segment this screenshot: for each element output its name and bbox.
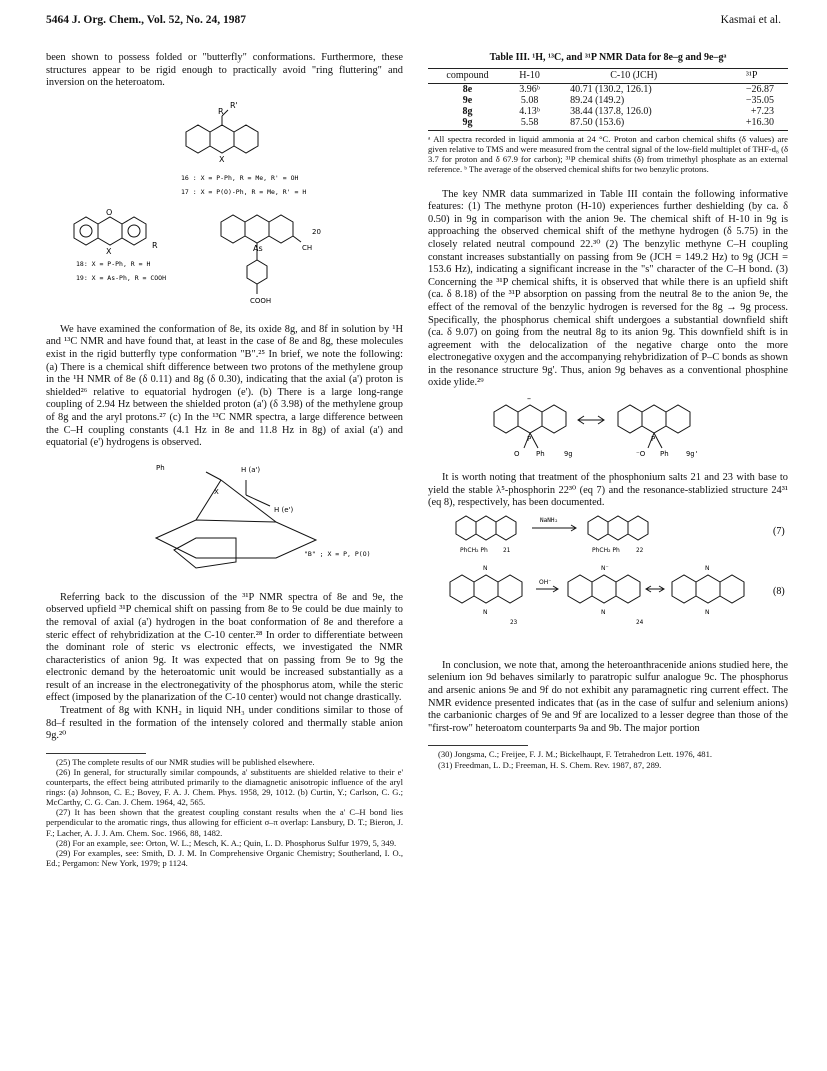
cell: −26.87 xyxy=(745,84,774,96)
footnote-26: (26) In general, for structurally similar compounds, a' substituents are shielded relative to their e' counterparts, the effect being attributed primarily to the diamagnetic anisotropic influence of the aryl rings: (a) Johnson, C. E.; Bovey, F. A. J. Chem. Phys. 1958, 29, 1012. (b) Curtin, Y.; Carlson, C. G.; McCarthy, C. G. Can. J. Chem. 1964, 42, 565. xyxy=(46,766,403,808)
cell: 5.08 xyxy=(520,95,539,107)
svg-text:⁻O: ⁻O xyxy=(636,450,646,459)
header-h10: H-10 xyxy=(507,68,552,84)
header-c10: C-10 (JCH) xyxy=(552,68,715,84)
svg-text:As: As xyxy=(253,243,263,253)
cell: 4.13ᵇ xyxy=(519,106,540,118)
key-nmr-paragraph: The key NMR data summarized in Table III contain the following informative features: (1) The methyne proton (H-10) experiences further deshielding (by ca. δ 0.50) in 9g in comparison with the anion 9e. The chemical shift of H-10 in 9g is approaching the observed chemical shift of the methyne hydrogen (δ 5.75) in the closely related neutral compound 22.³⁰ (2) The benzylic methyne C–H coupling constant increases substantially on passing from 9e (JCH = 149.2 Hz) to 9g (JCH = 153.6 Hz), indicating a significant increase in the "s" character of the C–H bond. (3) Concerning the ³¹P chemical shifts, it is observed that while there is an upfield shift (ca. δ 8.18) of the ³¹P absorption on passing from the neutral 8e to the anion 9e, the effect of the removal of the benzylic hydrogen is reversed for the 8g → 9g process. Specifically, the phosphorus chemical shift undergoes a substantial downfield shift (ca. δ 9.07) on going from the neutral 8g to its anion 9g. This downfield shift is in agreement with the delocalization of the negative charge onto the more electronegative oxygen and the accompanying rehybridization of P–C bonds as shown in the resonance structure 9g'. Thus, anion 9g behaves as a conventional phosphine oxide ylide.²⁹ xyxy=(428,188,788,389)
table-row xyxy=(428,117,788,128)
svg-text:X: X xyxy=(219,154,225,164)
footnote-30: (30) Jongsma, C.; Freijee, F. J. M.; Bickelhaupt, F. Tetrahedron Lett. 1976, 481. xyxy=(438,749,713,760)
header-compound: compound xyxy=(428,68,507,84)
svg-text:O: O xyxy=(514,450,520,459)
cell: 40.71 (130.2, 126.1) xyxy=(570,84,652,96)
cell: 8g xyxy=(462,106,473,118)
authors-head: Kasmai et al. xyxy=(720,14,781,26)
footnote-29: (29) For examples, see: Smith, D. J. M. In Comprehensive Organic Chemistry; Southerland, I. O., Ed.; Pergamon: New York, 1979; p 1124. xyxy=(46,847,403,868)
conclusion-paragraph: In conclusion, we note that, among the heteroanthracenide anions studied here, the selenium ion 9d behaves similarly to paratropic sulfur analogue 9c. The phosphorus and arsenic anions 9e and 9f do not exhibit any paramagnetic ring current effect. The NMR evidence presented indicates that (as in the case of sulfur and selenium anions) the carbanionic charges of 9e and 9f are localized to a lesser degree than those of the "first-row" heteroatom counterparts 9a and 9b. The major portion xyxy=(428,659,788,734)
table-header-row xyxy=(428,68,788,84)
label-16: 16 : X = P-Ph, R = Me, R' = OH xyxy=(181,173,299,182)
table-footnote: ᵃ All spectra recorded in liquid ammonia at 24 °C. Proton and carbon chemical shifts (δ values) are given relative to TMS and were measured from the central signal of the low-field multiplet of THF-d₈ (δ 3.7 for proton and δ 67.9 for carbon); ³¹P chemical shifts (δ) from trimethyl phosphate as an external reference. ᵇ The average of the observed chemical shifts for two benzylic protons. xyxy=(428,130,788,174)
svg-text:H (e'): H (e') xyxy=(274,505,294,514)
eq7-reagent: NaNH₂ xyxy=(540,516,559,524)
structures-18-20 xyxy=(46,202,403,322)
svg-text:–: – xyxy=(527,394,531,404)
svg-text:Ph: Ph xyxy=(660,450,669,459)
worth-noting-paragraph: It is worth noting that treatment of the phosphonium salts 21 and 23 with base to yield the stable λ⁵-phosphorin 22³⁰ (eq 7) and the resonance-stablizied structure 24³¹ (eq 8), respectively, has been documented. xyxy=(428,472,788,509)
table-title: Table III. ¹H, ¹³C, and ³¹P NMR Data for 8e–g and 9e–gᵃ xyxy=(489,52,727,63)
cell: 89.24 (149.2) xyxy=(570,95,625,107)
cell: 9g xyxy=(462,117,473,129)
resonance-9g xyxy=(428,390,788,472)
table-row xyxy=(428,95,788,106)
right-column xyxy=(428,52,788,770)
equations-7-8 xyxy=(428,510,788,660)
label-9g-prime: 9g' xyxy=(686,450,699,459)
svg-text:Ph: Ph xyxy=(156,463,165,472)
intro-paragraph: been shown to possess folded or "butterfly" conformations. Furthermore, these structures appear to be rigid enough to practically avoid "ring fluttering" and inversion on the heteroatom. xyxy=(46,52,403,89)
svg-text:COOH: COOH xyxy=(250,296,272,305)
cell: +7.23 xyxy=(750,106,774,118)
svg-text:PhCH₂ Ph: PhCH₂ Ph xyxy=(460,546,488,554)
eq8-number: (8) xyxy=(773,585,785,597)
table-row xyxy=(428,106,788,117)
treatment-paragraph: Treatment of 8g with KNH₂ in liquid NH₃ under conditions similar to those of 8d–f resulted in the formation of the intensely colored and thermally stable anion 9g.²⁰ xyxy=(46,705,403,742)
nmr-table xyxy=(428,68,788,129)
svg-text:H (a'): H (a') xyxy=(241,465,261,474)
svg-text:N: N xyxy=(705,564,710,572)
svg-text:N: N xyxy=(483,564,488,572)
label-24: 24 xyxy=(636,618,644,626)
cell: 5.58 xyxy=(520,117,539,129)
conformation-paragraph: We have examined the conformation of 8e, its oxide 8g, and 8f in solution by ¹H and ¹³C NMR and have found that, at least in the case of 8e and 8g, these molecules exist in the rigid butterfly type conformation "B".²⁵ In brief, we note the following: (a) There is a chemical shift difference between two protons of the methylene group in the ¹H NMR of 8e (δ 0.11) and 8g (δ 0.30), indicating that the axial (a') proton is shielded²⁶ relative to equatorial hydrogen (e'). (b) There is a large long-range coupling of 2.94 Hz between the shielded proton (a') (δ 3.98) of the methylene group of 8g and the aryl protons.²⁷ (c) In the ¹³C NMR spectra, a large difference between the C–H coupling constants (4.1 Hz in 8e and 11.8 Hz in 8g) of axial (a') and equatorial (e') hydrogens is observed. xyxy=(46,323,403,449)
left-column xyxy=(46,52,403,868)
svg-text:N: N xyxy=(705,608,710,616)
cell: −35.05 xyxy=(745,95,774,107)
label-21: 21 xyxy=(503,546,511,554)
page-header xyxy=(46,14,781,32)
svg-text:N: N xyxy=(601,608,606,616)
left-footnotes xyxy=(46,753,403,868)
table-row xyxy=(428,84,788,96)
cell: 38.44 (137.8, 126.0) xyxy=(570,106,652,118)
cell: 87.50 (153.6) xyxy=(570,117,625,129)
cell: +16.30 xyxy=(745,117,774,129)
footnote-28: (28) For an example, see: Orton, W. L.; Mesch, K. A.; Quin, L. D. Phosphorus Sulfur 1979, 5, 349. xyxy=(56,837,397,848)
structures-16-17 xyxy=(46,90,403,202)
structure-B xyxy=(46,450,403,588)
label-20: 20 xyxy=(312,227,321,236)
label-22: 22 xyxy=(636,546,644,554)
svg-text:CH: CH xyxy=(302,243,313,252)
footnote-31: (31) Freedman, L. D.; Freeman, H. S. Chem. Rev. 1987, 87, 289. xyxy=(438,759,662,770)
svg-text:R: R xyxy=(218,106,224,116)
svg-text:P: P xyxy=(651,435,656,444)
label-23: 23 xyxy=(510,618,518,626)
svg-text:Ph: Ph xyxy=(536,450,545,459)
cell: 8e xyxy=(462,84,473,96)
label-17: 17 : X = P(O)-Ph, R = Me, R' = H xyxy=(181,187,307,196)
svg-text:OH⁻: OH⁻ xyxy=(539,578,552,586)
running-head: 5464 J. Org. Chem., Vol. 52, No. 24, 1987 xyxy=(46,14,246,26)
svg-text:PhCH₂ Ph: PhCH₂ Ph xyxy=(592,546,620,554)
svg-text:X: X xyxy=(214,487,219,496)
cell: 3.96ᵇ xyxy=(519,84,540,96)
footnote-25: (25) The complete results of our NMR studies will be published elsewhere. xyxy=(56,756,315,767)
label-18: 18: X = P-Ph, R = H xyxy=(76,259,151,268)
right-footnotes xyxy=(428,745,788,769)
footnote-27: (27) It has been shown that the greatest coupling constant results when the a' C–H bond lies perpendicular to the aromatic rings, thus allowing for efficient σ–π overlap: Lansbury, D. T.; Bieron, J. F.; Lacher, A. J. J. Am. Chem. Soc. 1966, 88, 1482. xyxy=(46,807,403,838)
eq7-number: (7) xyxy=(773,525,785,537)
svg-text:R: R xyxy=(152,240,158,250)
svg-text:P: P xyxy=(527,435,532,444)
cell: 9e xyxy=(462,95,473,107)
label-19: 19: X = As-Ph, R = COOH xyxy=(76,273,167,282)
svg-text:R': R' xyxy=(230,100,238,110)
label-B: "B" ; X = P, P(O) xyxy=(304,549,371,558)
svg-text:N⁻: N⁻ xyxy=(601,564,609,572)
header-31p: ³¹P xyxy=(715,68,788,84)
svg-text:X: X xyxy=(106,246,112,256)
referring-paragraph: Referring back to the discussion of the ³¹P NMR spectra of 8e and 9e, the observed upfield ³¹P chemical shift on passing from 8e to 9e could be due mainly to the removal of axial (a') hydrogen in the boat conformation of 8e and therefore a steric effect of rehybridization at the C-10 center.²⁸ In order to differentiate between the dominant role of steric vs electronic effects, we investigated the NMR characteristics of anion 9g. It was expected that on passing from 9e to 9g the electronic demand by the heteroatomic unit would be increased substantially as a result of an increase in the electronegativity of the phosphorus atom, while the steric effect (imposed by the planarization of the C-10 center) would not change drastically. xyxy=(46,591,403,704)
svg-text:N: N xyxy=(483,608,488,616)
svg-text:O: O xyxy=(106,207,113,217)
label-9g: 9g xyxy=(564,450,573,459)
